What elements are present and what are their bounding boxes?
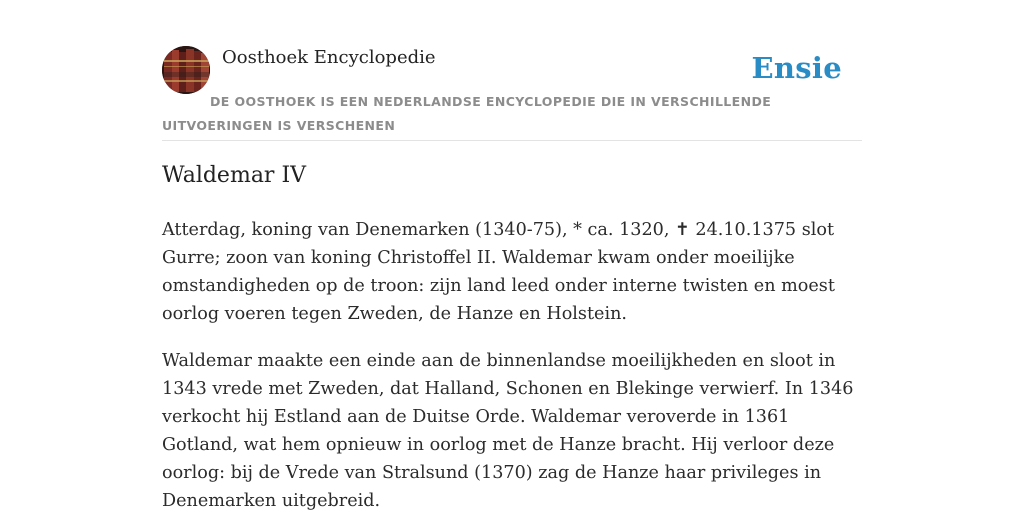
ensie-logo[interactable]: Ensie — [751, 51, 842, 85]
article-title: Waldemar IV — [162, 163, 307, 188]
site-tagline: DE OOSTHOEK IS EEN NEDERLANDSE ENCYCLOPEDIE DIE IN VERSCHILLENDE UITVOERINGEN IS VERSCHENEN — [162, 94, 772, 133]
site-name[interactable]: Oosthoek Encyclopedie — [222, 47, 436, 68]
site-header — [162, 46, 862, 141]
article-paragraph: Waldemar maakte een einde aan de binnenlandse moeilijkheden en sloot in 1343 vrede met Zweden, dat Halland, Schonen en Blekinge verwierf. In 1346 verkocht hij Estland aan de Duitse Orde. Waldemar veroverde in 1361 Gotland, wat hem opnieuw in oorlog met de Hanze bracht. Hij verloor deze oorlog: bij de Vrede van Stralsund (1370) zag de Hanze haar privileges in Denemarken uitgebreid. — [162, 351, 854, 511]
article-paragraph: Atterdag, koning van Denemarken (1340-75), * ca. 1320, ✝ 24.10.1375 slot Gurre; zoon van koning Christoffel II. Waldemar kwam onder moeilijke omstandigheden op de troon: zijn land leed onder interne twisten en moest oorlog voeren tegen Zweden, de Hanze en Holstein. — [162, 220, 835, 324]
encyclopedia-books-icon[interactable] — [162, 46, 210, 94]
